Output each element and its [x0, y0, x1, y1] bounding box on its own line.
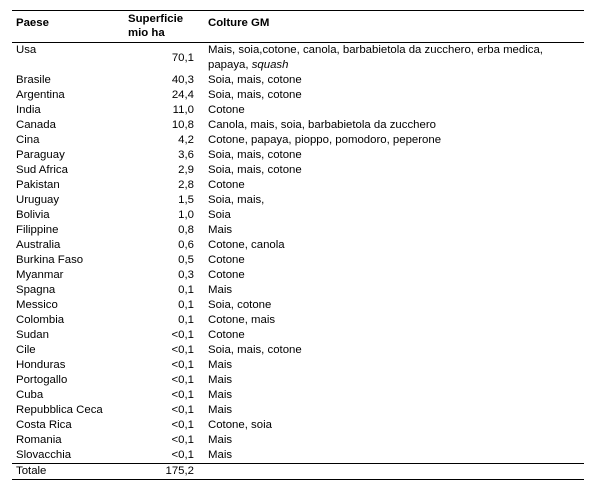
- crops-cell: Soia, mais, cotone: [208, 74, 302, 86]
- crops-cell: Cotone: [208, 254, 245, 266]
- crops-cell: Mais: [208, 449, 233, 461]
- country-cell: Cina: [16, 134, 40, 146]
- crops-cell: Mais: [208, 404, 233, 416]
- table-row: [12, 403, 584, 418]
- area-cell: 2,8: [178, 179, 194, 191]
- country-cell: Canada: [16, 119, 56, 131]
- area-cell: 2,9: [178, 164, 194, 176]
- crops-cell: Soia, mais, cotone: [208, 89, 302, 101]
- table-row: [12, 283, 584, 298]
- country-cell: Argentina: [16, 89, 65, 101]
- country-cell: Filippine: [16, 224, 59, 236]
- header-crops: Colture GM: [208, 17, 270, 29]
- country-cell: Honduras: [16, 359, 66, 371]
- area-cell: 1,0: [178, 209, 194, 221]
- area-cell: 70,1: [171, 52, 194, 64]
- area-cell: 0,3: [178, 269, 194, 281]
- table-row: [12, 388, 584, 403]
- crops-cell: [208, 43, 584, 74]
- total-row: [12, 464, 584, 480]
- area-cell: 0,1: [178, 314, 194, 326]
- table-row: [12, 373, 584, 388]
- crops-text-italic: squash: [251, 59, 289, 71]
- crops-cell: Mais: [208, 359, 233, 371]
- area-cell: 1,5: [178, 194, 194, 206]
- crops-cell: Cotone: [208, 104, 245, 116]
- area-cell: 11,0: [172, 104, 194, 116]
- country-cell: Slovacchia: [16, 449, 72, 461]
- area-cell: 3,6: [178, 149, 194, 161]
- country-cell: Portogallo: [16, 374, 68, 386]
- table-row: [12, 313, 584, 328]
- country-cell: Paraguay: [16, 149, 65, 161]
- area-cell: 0,1: [178, 299, 194, 311]
- crops-cell: Cotone, mais: [208, 314, 276, 326]
- country-cell: Burkina Faso: [16, 254, 84, 266]
- area-cell: 0,1: [178, 284, 194, 296]
- country-cell: Cile: [16, 344, 36, 356]
- area-cell: <0,1: [171, 344, 194, 356]
- table-row: [12, 73, 584, 88]
- country-cell: Costa Rica: [16, 419, 72, 431]
- header-area-line2: mio ha: [128, 27, 165, 39]
- crops-cell: Canola, mais, soia, barbabietola da zucchero: [208, 119, 436, 131]
- table-row: [12, 118, 584, 133]
- area-cell: 10,8: [171, 119, 194, 131]
- country-cell: Spagna: [16, 284, 56, 296]
- area-cell: <0,1: [171, 374, 194, 386]
- area-cell: 0,8: [178, 224, 194, 236]
- country-cell: Australia: [16, 239, 61, 251]
- table-row: [12, 223, 584, 238]
- total-label: Totale: [16, 465, 47, 477]
- table-row: [12, 163, 584, 178]
- table-row: [12, 253, 584, 268]
- crops-cell: Soia, mais, cotone: [208, 149, 302, 161]
- crops-cell: Cotone: [208, 269, 245, 281]
- area-cell: 40,3: [171, 74, 194, 86]
- table-row: [12, 298, 584, 313]
- country-cell: Messico: [16, 299, 58, 311]
- country-cell: India: [16, 104, 41, 116]
- crops-cell: Cotone, soia: [208, 419, 272, 431]
- area-cell: <0,1: [171, 434, 194, 446]
- table-row: [12, 208, 584, 223]
- country-cell: Sudan: [16, 329, 49, 341]
- table-row: [12, 148, 584, 163]
- country-cell: Usa: [16, 44, 37, 56]
- table-row: [12, 433, 584, 448]
- crops-cell: Soia, mais, cotone: [208, 164, 302, 176]
- area-cell: 0,6: [178, 239, 194, 251]
- crops-cell: Soia, mais,: [208, 194, 265, 206]
- crops-cell: Mais: [208, 224, 233, 236]
- country-cell: Pakistan: [16, 179, 60, 191]
- crops-cell: Cotone: [208, 179, 245, 191]
- area-cell: 4,2: [178, 134, 194, 146]
- gm-crops-table: [12, 10, 584, 480]
- crops-cell: Cotone, canola: [208, 239, 285, 251]
- gm-crops-table-container: [12, 10, 584, 480]
- country-cell: Bolivia: [16, 209, 50, 221]
- crops-cell: Soia: [208, 209, 231, 221]
- table-row: [12, 418, 584, 433]
- table-row: [12, 448, 584, 464]
- country-cell: Uruguay: [16, 194, 60, 206]
- header-area: [128, 11, 208, 43]
- country-cell: Romania: [16, 434, 62, 446]
- table-row: [12, 193, 584, 208]
- country-cell: Myanmar: [16, 269, 64, 281]
- table-header-row: [12, 11, 584, 43]
- crops-line: Mais, soia,cotone, canola, barbabietola da zucchero, erba medica,: [208, 44, 543, 56]
- area-cell: <0,1: [171, 449, 194, 461]
- table-row: [12, 178, 584, 193]
- crops-cell: Mais: [208, 434, 233, 446]
- area-cell: <0,1: [171, 404, 194, 416]
- area-cell: <0,1: [171, 329, 194, 341]
- crops-cell: Soia, cotone: [208, 299, 272, 311]
- total-area: 175,2: [165, 465, 194, 477]
- table-row: [12, 328, 584, 343]
- table-row: [12, 43, 584, 74]
- country-cell: Cuba: [16, 389, 44, 401]
- area-cell: <0,1: [171, 389, 194, 401]
- crops-line: [208, 58, 584, 73]
- area-cell: 0,5: [178, 254, 194, 266]
- header-country: Paese: [16, 17, 49, 29]
- crops-text: papaya,: [208, 59, 252, 71]
- table-row: [12, 343, 584, 358]
- country-cell: Repubblica Ceca: [16, 404, 103, 416]
- total-crops: [208, 464, 584, 480]
- header-area-line1: Superficie: [128, 13, 184, 25]
- table-row: [12, 268, 584, 283]
- area-cell: 24,4: [171, 89, 194, 101]
- crops-cell: Mais: [208, 374, 233, 386]
- table-row: [12, 358, 584, 373]
- table-row: [12, 103, 584, 118]
- crops-cell: Soia, mais, cotone: [208, 344, 302, 356]
- crops-cell: Mais: [208, 284, 233, 296]
- crops-cell: Cotone: [208, 329, 245, 341]
- area-cell: <0,1: [171, 419, 194, 431]
- country-cell: Brasile: [16, 74, 51, 86]
- table-row: [12, 88, 584, 103]
- table-row: [12, 238, 584, 253]
- country-cell: Sud Africa: [16, 164, 68, 176]
- crops-cell: Cotone, papaya, pioppo, pomodoro, peperone: [208, 134, 442, 146]
- table-row: [12, 133, 584, 148]
- country-cell: Colombia: [16, 314, 65, 326]
- crops-cell: Mais: [208, 389, 233, 401]
- area-cell: <0,1: [171, 359, 194, 371]
